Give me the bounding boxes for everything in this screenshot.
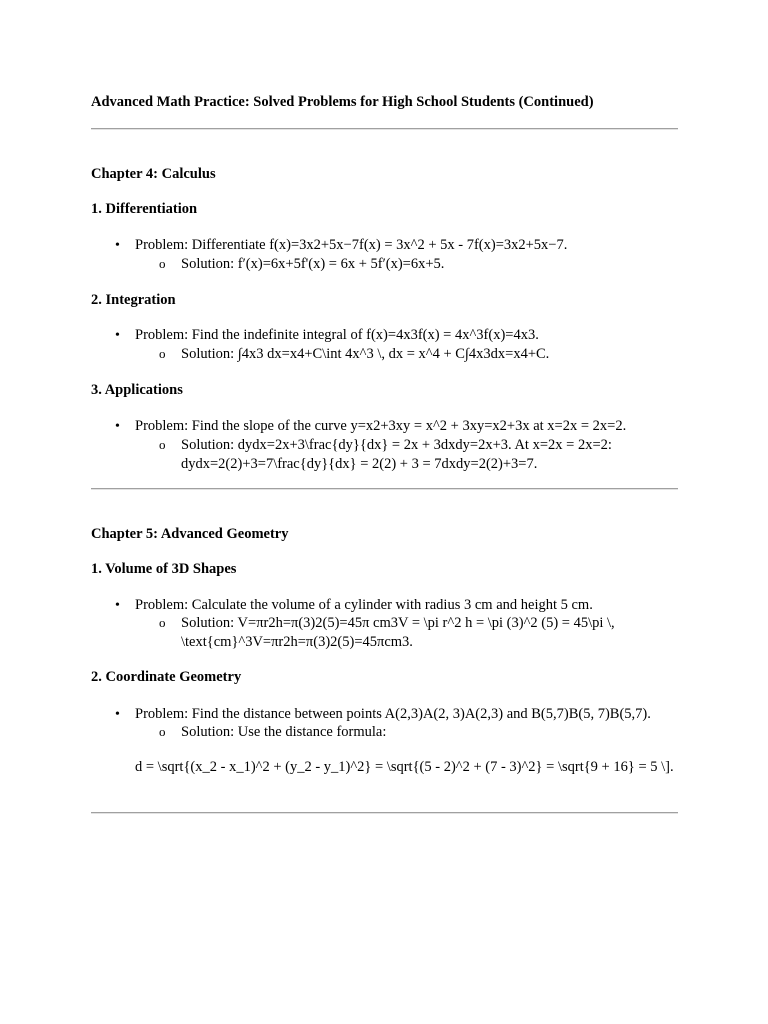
sub-bullet-marker: o (159, 256, 166, 271)
problem-text: Problem: Find the indefinite integral of f(x)=4x3f(x) = 4x^3f(x)=4x3. (135, 327, 539, 343)
list-item (115, 705, 678, 724)
list-item (115, 417, 678, 436)
problem-text: Problem: Find the slope of the curve y=x2+3xy = x^2 + 3xy=x2+3x at x=2x = 2x=2. (135, 418, 627, 434)
sub-list-item (159, 436, 678, 474)
sub-list-item (159, 255, 678, 274)
bullet-marker: • (115, 238, 120, 253)
section-coordinate-heading: 2. Coordinate Geometry (91, 669, 242, 685)
problem-text: Problem: Find the distance between points A(2,3)A(2, 3)A(2,3) and B(5,7)B(5, 7)B(5,7). (135, 706, 651, 722)
sub-bullet-marker: o (159, 437, 166, 452)
solution-text: Solution: f′(x)=6x+5f'(x) = 6x + 5f′(x)=6x+5. (181, 256, 445, 272)
bullet-marker: • (115, 419, 120, 434)
document-title: Advanced Math Practice: Solved Problems for High School Students (Continued) (91, 94, 594, 110)
solution-text: Solution: V=πr2h=π(3)2(5)=45π cm3V = \pi r^2 h = \pi (3)^2 (5) = 45\pi \, \text{cm}^3V=πr2h=π(3)2(5)=45πcm3. (181, 615, 615, 650)
section-differentiation-heading: 1. Differentiation (91, 201, 198, 217)
section-integration-heading: 2. Integration (91, 292, 176, 308)
sub-list-item (159, 723, 678, 742)
bullet-marker: • (115, 707, 120, 722)
problem-text: Problem: Calculate the volume of a cylinder with radius 3 cm and height 5 cm. (135, 597, 593, 613)
sub-bullet-marker: o (159, 615, 166, 630)
distance-formula-text: d = \sqrt{(x_2 - x_1)^2 + (y_2 - y_1)^2} = \sqrt{(5 - 2)^2 + (7 - 3)^2} = \sqrt{9 + 16} = 5 \]. (135, 759, 674, 775)
sub-bullet-marker: o (159, 724, 166, 739)
section-applications-heading: 3. Applications (91, 382, 183, 398)
solution-text: Solution: dydx=2x+3\frac{dy}{dx} = 2x + 3dxdy=2x+3. At x=2x = 2x=2: dydx=2(2)+3=7\frac{dy}{dx} = 2(2) + 3 = 7dxdy=2(2)+3=7. (181, 437, 612, 472)
solution-text: Solution: Use the distance formula: (181, 724, 387, 740)
horizontal-rule (91, 812, 678, 814)
chapter-4-heading: Chapter 4: Calculus (91, 166, 216, 182)
sub-bullet-marker: o (159, 346, 166, 361)
bullet-marker: • (115, 598, 120, 613)
solution-text: Solution: ∫4x3 dx=x4+C\int 4x^3 \, dx = x^4 + C∫4x3dx=x4+C. (181, 346, 550, 362)
list-item (115, 236, 678, 255)
sub-list-item (159, 345, 678, 364)
chapter-5-heading: Chapter 5: Advanced Geometry (91, 526, 289, 542)
section-volume-heading: 1. Volume of 3D Shapes (91, 561, 237, 577)
sub-list-item (159, 614, 678, 652)
list-item (115, 596, 678, 615)
bullet-marker: • (115, 328, 120, 343)
problem-text: Problem: Differentiate f(x)=3x2+5x−7f(x) = 3x^2 + 5x - 7f(x)=3x2+5x−7. (135, 237, 568, 253)
horizontal-rule (91, 128, 678, 130)
horizontal-rule (91, 488, 678, 490)
list-item (115, 326, 678, 345)
